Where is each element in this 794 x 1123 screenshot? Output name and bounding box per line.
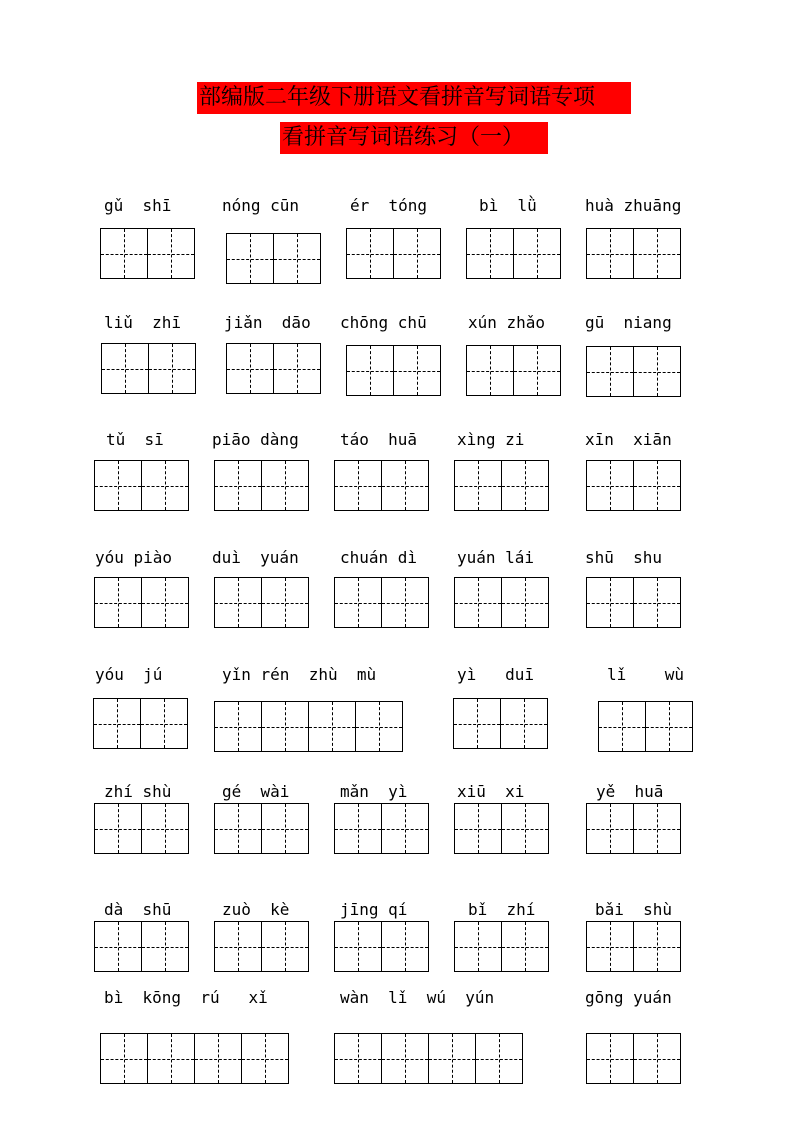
writing-cell[interactable] [214, 577, 262, 628]
writing-grid[interactable] [334, 577, 429, 628]
writing-cell[interactable] [100, 1033, 148, 1084]
writing-cell[interactable] [141, 460, 189, 511]
writing-cell[interactable] [586, 460, 634, 511]
pinyin-label: liǔ zhī [104, 313, 182, 332]
writing-cell[interactable] [501, 577, 549, 628]
writing-cell[interactable] [94, 921, 142, 972]
writing-grid[interactable] [334, 921, 429, 972]
writing-cell[interactable] [273, 343, 321, 394]
writing-grid[interactable] [94, 460, 189, 511]
writing-cell[interactable] [261, 577, 309, 628]
writing-grid[interactable] [93, 698, 188, 749]
writing-cell[interactable] [454, 803, 502, 854]
pinyin-label: bì lǜ [479, 196, 537, 215]
pinyin-label: shū shu [585, 548, 663, 567]
writing-cell[interactable] [501, 803, 549, 854]
writing-cell[interactable] [194, 1033, 242, 1084]
writing-cell[interactable] [141, 803, 189, 854]
writing-cell[interactable] [513, 228, 561, 279]
pinyin-label: xìng zi [457, 430, 525, 449]
pinyin-label: xiū xi [457, 782, 525, 801]
writing-grid[interactable] [94, 921, 189, 972]
writing-cell[interactable] [308, 701, 356, 752]
pinyin-label: yuán lái [457, 548, 535, 567]
writing-cell[interactable] [633, 228, 681, 279]
writing-cell[interactable] [633, 577, 681, 628]
writing-cell[interactable] [94, 577, 142, 628]
writing-grid[interactable] [346, 228, 441, 279]
writing-cell[interactable] [141, 921, 189, 972]
writing-cell[interactable] [454, 921, 502, 972]
pinyin-label: gé wài [222, 782, 290, 801]
pinyin-label: wàn lǐ wú yún [340, 988, 495, 1007]
writing-grid[interactable] [466, 228, 561, 279]
writing-cell[interactable] [381, 460, 429, 511]
writing-cell[interactable] [500, 698, 548, 749]
writing-grid[interactable] [586, 1033, 681, 1084]
writing-cell[interactable] [214, 803, 262, 854]
writing-grid[interactable] [586, 346, 681, 397]
writing-cell[interactable] [586, 228, 634, 279]
writing-cell[interactable] [140, 698, 188, 749]
writing-grid[interactable] [100, 1033, 289, 1084]
writing-grid[interactable] [586, 460, 681, 511]
writing-cell[interactable] [94, 460, 142, 511]
pinyin-label: chōng chū [340, 313, 427, 332]
writing-cell[interactable] [381, 803, 429, 854]
writing-cell[interactable] [454, 460, 502, 511]
writing-cell[interactable] [100, 228, 148, 279]
writing-cell[interactable] [101, 343, 149, 394]
writing-cell[interactable] [346, 345, 394, 396]
writing-cell[interactable] [93, 698, 141, 749]
writing-grid[interactable] [346, 345, 441, 396]
writing-cell[interactable] [466, 345, 514, 396]
pinyin-label: bì kōng rú xǐ [104, 988, 268, 1007]
writing-cell[interactable] [501, 921, 549, 972]
writing-cell[interactable] [334, 577, 382, 628]
pinyin-label: yóu jú [95, 665, 163, 684]
writing-grid[interactable] [214, 803, 309, 854]
writing-grid[interactable] [214, 921, 309, 972]
writing-cell[interactable] [214, 921, 262, 972]
writing-grid[interactable] [214, 701, 403, 752]
pinyin-label: duì yuán [212, 548, 299, 567]
writing-cell[interactable] [94, 803, 142, 854]
pinyin-label: yě huā [596, 782, 664, 801]
pinyin-label: xún zhǎo [468, 313, 546, 332]
writing-cell[interactable] [633, 1033, 681, 1084]
writing-cell[interactable] [513, 345, 561, 396]
writing-grid[interactable] [586, 921, 681, 972]
writing-cell[interactable] [147, 1033, 195, 1084]
writing-cell[interactable] [453, 698, 501, 749]
pinyin-label: nóng cūn [222, 196, 300, 215]
writing-grid[interactable] [100, 228, 195, 279]
pinyin-label: yǐn rén zhù mù [222, 665, 377, 684]
pinyin-label: gǔ shī [104, 196, 172, 215]
pinyin-label: jiǎn dāo [224, 313, 311, 332]
writing-cell[interactable] [598, 701, 646, 752]
pinyin-label: piāo dàng [212, 430, 299, 449]
pinyin-label: zuò kè [222, 900, 290, 919]
pinyin-label: ér tóng [350, 196, 428, 215]
title-line-1: 部编版二年级下册语文看拼音写词语专项 [197, 82, 631, 114]
writing-grid[interactable] [586, 228, 681, 279]
writing-cell[interactable] [586, 921, 634, 972]
writing-cell[interactable] [475, 1033, 523, 1084]
writing-grid[interactable] [586, 577, 681, 628]
writing-cell[interactable] [393, 228, 441, 279]
writing-cell[interactable] [261, 460, 309, 511]
pinyin-label: chuán dì [340, 548, 418, 567]
pinyin-label: mǎn yì [340, 782, 408, 801]
writing-cell[interactable] [261, 921, 309, 972]
writing-cell[interactable] [586, 803, 634, 854]
pinyin-label: tǔ sī [106, 430, 164, 449]
writing-grid[interactable] [454, 577, 549, 628]
writing-grid[interactable] [466, 345, 561, 396]
pinyin-label: huà zhuāng [585, 196, 682, 215]
writing-cell[interactable] [633, 346, 681, 397]
writing-cell[interactable] [586, 577, 634, 628]
writing-cell[interactable] [334, 1033, 382, 1084]
writing-cell[interactable] [334, 460, 382, 511]
writing-grid[interactable] [334, 460, 429, 511]
writing-grid[interactable] [226, 233, 321, 284]
writing-cell[interactable] [633, 921, 681, 972]
pinyin-label: táo huā [340, 430, 418, 449]
writing-cell[interactable] [261, 803, 309, 854]
writing-grid[interactable] [454, 921, 549, 972]
writing-cell[interactable] [633, 803, 681, 854]
writing-grid[interactable] [454, 803, 549, 854]
pinyin-label: gōng yuán [585, 988, 672, 1007]
writing-grid[interactable] [598, 701, 693, 752]
writing-grid[interactable] [214, 577, 309, 628]
pinyin-label: gū niang [585, 313, 672, 332]
writing-grid[interactable] [453, 698, 548, 749]
pinyin-label: jīng qí [340, 900, 408, 919]
pinyin-label: zhí shù [104, 782, 172, 801]
writing-grid[interactable] [94, 803, 189, 854]
writing-cell[interactable] [586, 346, 634, 397]
writing-cell[interactable] [466, 228, 514, 279]
writing-cell[interactable] [241, 1033, 289, 1084]
writing-cell[interactable] [501, 460, 549, 511]
writing-cell[interactable] [645, 701, 693, 752]
pinyin-label: xīn xiān [585, 430, 672, 449]
writing-cell[interactable] [428, 1033, 476, 1084]
writing-cell[interactable] [141, 577, 189, 628]
writing-cell[interactable] [226, 233, 274, 284]
pinyin-label: bǎi shù [595, 900, 673, 919]
writing-cell[interactable] [273, 233, 321, 284]
writing-cell[interactable] [148, 343, 196, 394]
writing-cell[interactable] [346, 228, 394, 279]
pinyin-label: dà shū [104, 900, 172, 919]
writing-cell[interactable] [633, 460, 681, 511]
title-line-2: 看拼音写词语练习（一） [280, 122, 548, 154]
writing-cell[interactable] [214, 460, 262, 511]
writing-grid[interactable] [94, 577, 189, 628]
writing-cell[interactable] [355, 701, 403, 752]
writing-grid[interactable] [101, 343, 196, 394]
writing-cell[interactable] [261, 701, 309, 752]
writing-cell[interactable] [214, 701, 262, 752]
writing-cell[interactable] [147, 228, 195, 279]
writing-grid[interactable] [454, 460, 549, 511]
writing-grid[interactable] [214, 460, 309, 511]
writing-grid[interactable] [334, 1033, 523, 1084]
writing-cell[interactable] [226, 343, 274, 394]
writing-grid[interactable] [226, 343, 321, 394]
writing-cell[interactable] [381, 921, 429, 972]
pinyin-label: yóu piào [95, 548, 173, 567]
writing-grid[interactable] [586, 803, 681, 854]
writing-cell[interactable] [381, 577, 429, 628]
pinyin-label: bǐ zhí [468, 900, 536, 919]
writing-cell[interactable] [334, 803, 382, 854]
writing-cell[interactable] [393, 345, 441, 396]
writing-cell[interactable] [381, 1033, 429, 1084]
writing-grid[interactable] [334, 803, 429, 854]
writing-cell[interactable] [334, 921, 382, 972]
writing-cell[interactable] [454, 577, 502, 628]
writing-cell[interactable] [586, 1033, 634, 1084]
pinyin-label: yì duī [457, 665, 535, 684]
pinyin-label: lǐ wù [607, 665, 685, 684]
